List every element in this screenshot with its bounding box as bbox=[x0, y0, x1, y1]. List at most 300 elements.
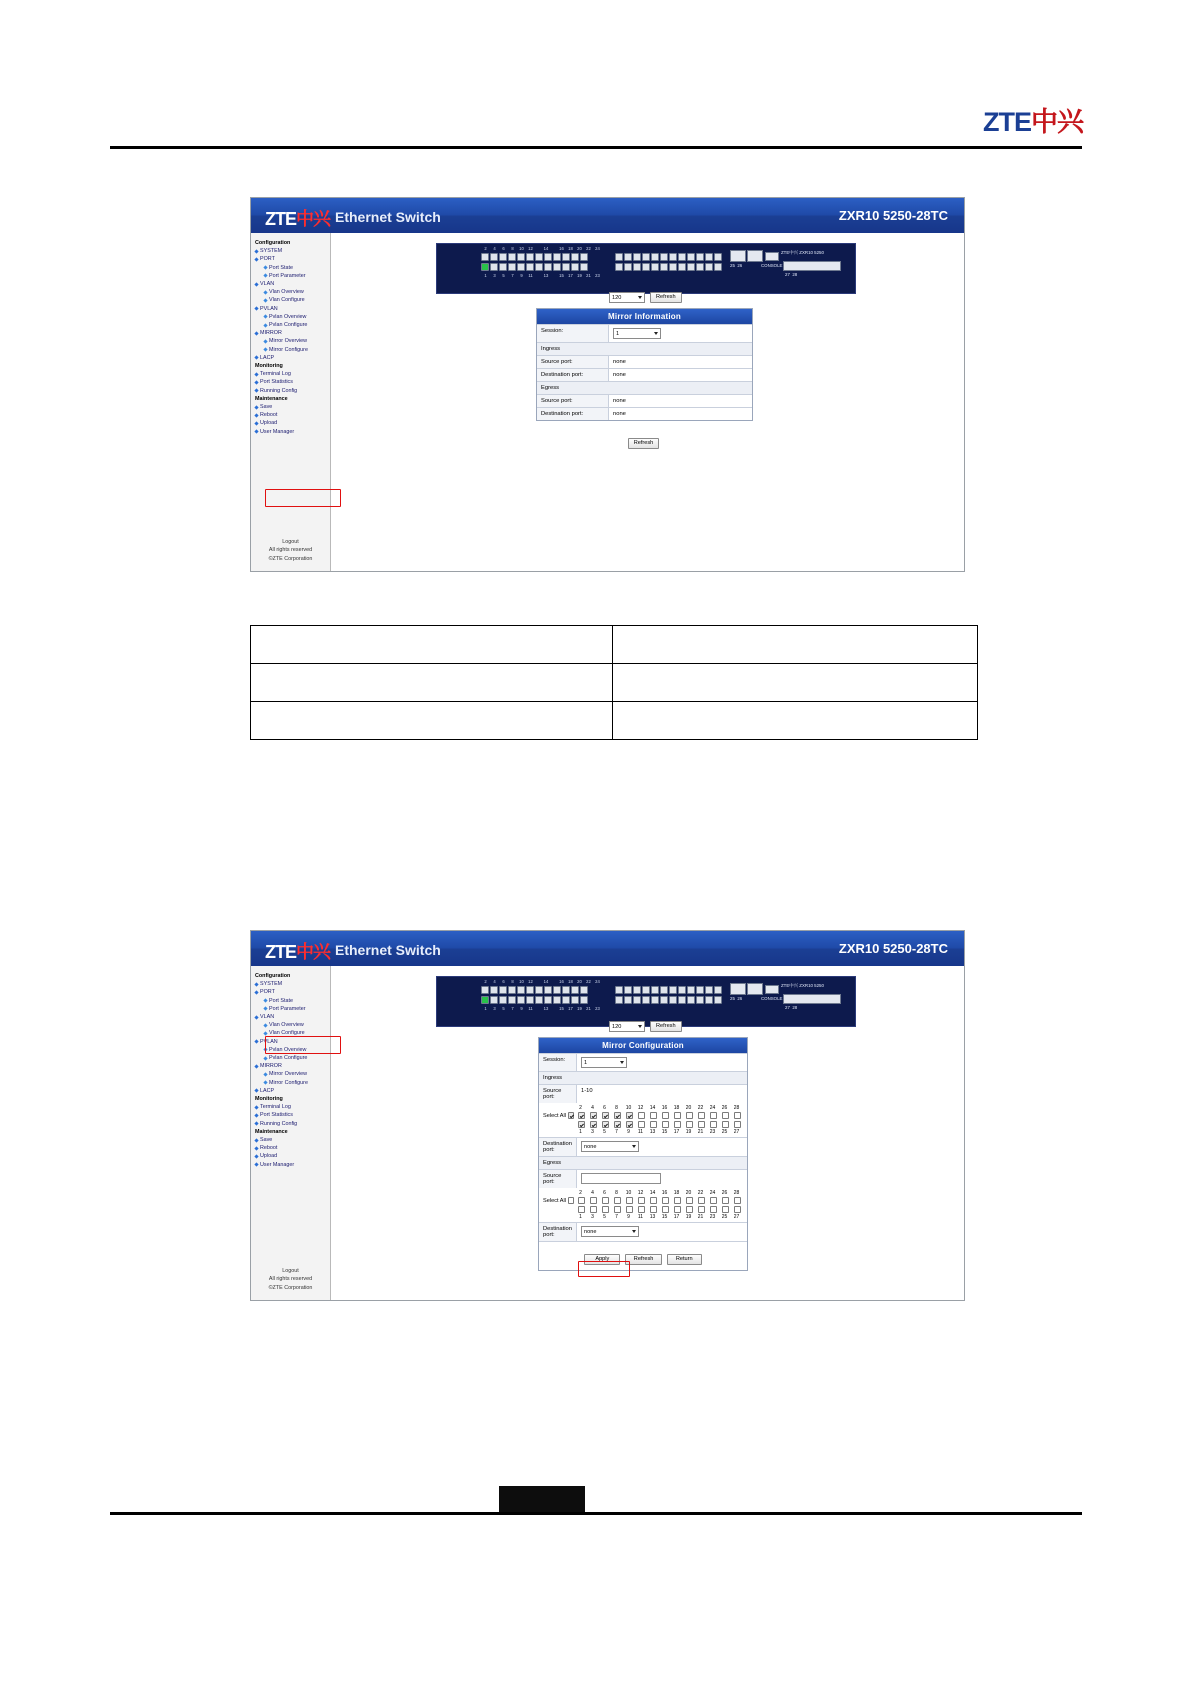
device-port bbox=[714, 996, 722, 1004]
sidebar-item-port-state[interactable]: Port State bbox=[255, 997, 330, 1005]
sidebar-item-port-parameter[interactable]: Port Parameter bbox=[255, 1005, 330, 1013]
port-checkbox[interactable] bbox=[734, 1121, 741, 1128]
sidebar-item-pvlan-configure[interactable]: Pvlan Configure bbox=[255, 1054, 330, 1062]
sidebar-item-terminal-log[interactable]: Terminal Log bbox=[255, 370, 330, 378]
sidebar-item-pvlan[interactable]: PVLAN bbox=[255, 1038, 330, 1046]
port-checkbox[interactable] bbox=[614, 1121, 621, 1128]
bullet-icon bbox=[254, 1089, 258, 1093]
device-port bbox=[660, 996, 668, 1004]
sidebar-item-pvlan-configure[interactable]: Pvlan Configure bbox=[255, 321, 330, 329]
sidebar-item-port[interactable]: PORT bbox=[255, 255, 330, 263]
device-port-active bbox=[481, 263, 489, 271]
sidebar-item-save[interactable]: Save bbox=[255, 403, 330, 411]
ingress-odd-row[interactable] bbox=[543, 1120, 743, 1129]
ingress-select-all-row[interactable] bbox=[543, 1111, 743, 1120]
config-footer-buttons bbox=[539, 1241, 747, 1270]
device-port bbox=[642, 986, 650, 994]
port-checkbox[interactable] bbox=[674, 1112, 681, 1119]
sidebar-item-mirror[interactable]: MIRROR bbox=[255, 329, 330, 337]
device-port bbox=[517, 253, 525, 261]
banner-title-2: Ethernet Switch bbox=[335, 942, 441, 958]
sidebar-item-system[interactable]: SYSTEM bbox=[255, 247, 330, 255]
device-indicator-strip bbox=[783, 994, 841, 1004]
device-port bbox=[562, 986, 570, 994]
sidebar-item-reboot[interactable]: Reboot bbox=[255, 411, 330, 419]
session-row bbox=[537, 324, 752, 342]
device-port bbox=[678, 996, 686, 1004]
port-checkbox[interactable] bbox=[638, 1197, 645, 1204]
page-number-box bbox=[499, 1486, 585, 1512]
sidebar-item-mirror-overview[interactable]: Mirror Overview bbox=[255, 337, 330, 345]
sidebar-group-maintenance: Maintenance bbox=[255, 1128, 288, 1135]
device-top-port-numbers-2: 2 4 6 8 10 12 14 16 18 20 22 24 bbox=[484, 979, 600, 984]
device-port bbox=[580, 263, 588, 271]
device-port bbox=[714, 263, 722, 271]
logout-link[interactable]: Logout bbox=[282, 1267, 299, 1274]
device-port bbox=[508, 253, 516, 261]
device-port bbox=[499, 996, 507, 1004]
ingress-section-label: Ingress bbox=[537, 342, 752, 355]
sidebar-item-mirror-configure[interactable]: Mirror Configure bbox=[255, 346, 330, 354]
port-checkbox[interactable] bbox=[590, 1206, 597, 1213]
port-checkbox[interactable] bbox=[674, 1197, 681, 1204]
device-port bbox=[517, 263, 525, 271]
egress-source-value: none bbox=[609, 395, 752, 407]
egress-source-row bbox=[537, 394, 752, 407]
port-checkbox[interactable] bbox=[710, 1112, 717, 1119]
egress-section-label: Egress bbox=[537, 381, 752, 394]
device-front-panel bbox=[436, 243, 856, 294]
device-uplink-bottom-numbers: 27 28 bbox=[785, 272, 798, 277]
device-port bbox=[553, 253, 561, 261]
refresh-interval-select-2[interactable] bbox=[609, 1021, 645, 1032]
port-checkbox[interactable] bbox=[638, 1206, 645, 1213]
device-uplink-numbers-2: 25 26 bbox=[730, 996, 743, 1001]
refresh-button[interactable]: Refresh bbox=[628, 438, 660, 449]
session-select[interactable] bbox=[613, 328, 661, 339]
session-value-2: 1 bbox=[584, 1059, 588, 1066]
device-port bbox=[669, 263, 677, 271]
port-checkbox[interactable] bbox=[698, 1121, 705, 1128]
header-rule bbox=[110, 146, 1082, 149]
sidebar-item-mirror-overview[interactable]: Mirror Overview bbox=[255, 1070, 330, 1078]
port-checkbox[interactable] bbox=[686, 1197, 693, 1204]
sidebar-item-pvlan-overview[interactable]: Pvlan Overview bbox=[255, 313, 330, 321]
table-cell bbox=[251, 626, 613, 663]
device-port bbox=[544, 263, 552, 271]
egress-even-checkboxes[interactable] bbox=[576, 1197, 743, 1204]
device-port bbox=[687, 996, 695, 1004]
device-port bbox=[553, 263, 561, 271]
bullet-icon bbox=[263, 998, 267, 1002]
device-port bbox=[526, 996, 534, 1004]
device-port bbox=[526, 263, 534, 271]
ingress-source-label: Source port: bbox=[537, 356, 609, 368]
mirror-information-panel bbox=[536, 308, 753, 421]
mirror-configuration-panel bbox=[538, 1037, 748, 1271]
sidebar-item-upload[interactable]: Upload bbox=[255, 1152, 330, 1160]
sidebar-item-user-manager[interactable]: User Manager bbox=[255, 1161, 330, 1169]
banner-model-2: ZXR10 5250-28TC bbox=[838, 941, 948, 956]
ingress-source-row-2 bbox=[539, 1084, 747, 1103]
device-port bbox=[580, 986, 588, 994]
sidebar-item-vlan[interactable]: VLAN bbox=[255, 1013, 330, 1021]
logout-link[interactable]: Logout bbox=[282, 538, 299, 545]
sidebar-group-configuration: Configuration bbox=[255, 240, 291, 246]
ingress-odd-numbers: 1 3 5 7 9 11 13 15 17 19 21 23 25 27 bbox=[579, 1129, 740, 1135]
port-checkbox[interactable] bbox=[602, 1112, 609, 1119]
device-port bbox=[624, 986, 632, 994]
device-console-port bbox=[765, 985, 779, 994]
egress-source-label-2: Source port: bbox=[539, 1170, 577, 1188]
bullet-icon bbox=[263, 1056, 267, 1060]
device-port bbox=[633, 253, 641, 261]
port-checkbox[interactable] bbox=[602, 1197, 609, 1204]
ingress-dest-row bbox=[537, 368, 752, 381]
sidebar-item-lacp[interactable]: LACP bbox=[255, 1087, 330, 1095]
port-checkbox[interactable] bbox=[602, 1206, 609, 1213]
egress-dest-label: Destination port: bbox=[537, 408, 609, 420]
port-checkbox[interactable] bbox=[662, 1197, 669, 1204]
ingress-dest-value-2: none bbox=[584, 1143, 597, 1150]
sidebar-item-vlan-overview[interactable]: Vlan Overview bbox=[255, 288, 330, 296]
sidebar-item-vlan[interactable]: VLAN bbox=[255, 280, 330, 288]
bullet-icon bbox=[254, 1163, 258, 1167]
egress-dest-select[interactable] bbox=[581, 1226, 639, 1237]
panel-footer-buttons bbox=[536, 426, 751, 454]
sidebar-item-port-statistics[interactable]: Port Statistics bbox=[255, 378, 330, 386]
device-port bbox=[651, 996, 659, 1004]
port-checkbox[interactable] bbox=[614, 1206, 621, 1213]
device-console-label: CONSOLE bbox=[761, 263, 783, 268]
bullet-icon bbox=[263, 339, 267, 343]
sidebar-item-port-state[interactable]: Port State bbox=[255, 264, 330, 272]
device-port bbox=[651, 986, 659, 994]
return-button[interactable]: Return bbox=[667, 1254, 702, 1265]
egress-select-all-row[interactable] bbox=[543, 1196, 743, 1205]
port-checkbox[interactable] bbox=[734, 1112, 741, 1119]
port-checkbox[interactable] bbox=[602, 1121, 609, 1128]
device-front-panel-2 bbox=[436, 976, 856, 1027]
port-checkbox[interactable] bbox=[578, 1121, 585, 1128]
port-checkbox[interactable] bbox=[698, 1206, 705, 1213]
port-checkbox[interactable] bbox=[614, 1197, 621, 1204]
device-bottom-port-numbers-2: 1 3 5 7 9 11 13 15 17 19 21 23 bbox=[484, 1006, 600, 1011]
port-checkbox[interactable] bbox=[650, 1112, 657, 1119]
port-checkbox[interactable] bbox=[698, 1197, 705, 1204]
device-port bbox=[633, 986, 641, 994]
device-port bbox=[481, 986, 489, 994]
device-console-port bbox=[765, 252, 779, 261]
bullet-icon bbox=[254, 372, 258, 376]
ingress-dest-label: Destination port: bbox=[537, 369, 609, 381]
device-port bbox=[544, 986, 552, 994]
device-port bbox=[624, 263, 632, 271]
table-cell bbox=[613, 702, 977, 740]
device-port-row-bottom-a bbox=[481, 263, 588, 271]
port-checkbox[interactable] bbox=[722, 1197, 729, 1204]
device-port bbox=[696, 996, 704, 1004]
port-checkbox[interactable] bbox=[662, 1121, 669, 1128]
session-label-2: Session: bbox=[539, 1054, 577, 1071]
sidebar-item-port-parameter[interactable]: Port Parameter bbox=[255, 272, 330, 280]
device-port bbox=[481, 253, 489, 261]
refresh-toolbar[interactable] bbox=[609, 292, 682, 303]
device-port bbox=[669, 253, 677, 261]
device-port bbox=[615, 986, 623, 994]
device-port bbox=[696, 986, 704, 994]
table-cell bbox=[251, 664, 613, 701]
ingress-source-value: none bbox=[609, 356, 752, 368]
banner-logo bbox=[265, 205, 330, 231]
sidebar-item-user-manager[interactable]: User Manager bbox=[255, 428, 330, 436]
port-checkbox[interactable] bbox=[722, 1121, 729, 1128]
device-port bbox=[508, 996, 516, 1004]
bullet-icon bbox=[254, 421, 258, 425]
device-port bbox=[660, 263, 668, 271]
port-checkbox[interactable] bbox=[590, 1121, 597, 1128]
bullet-icon bbox=[263, 274, 267, 278]
device-port bbox=[499, 253, 507, 261]
ingress-source-label-2: Source port: bbox=[539, 1085, 577, 1103]
device-port bbox=[535, 986, 543, 994]
egress-odd-row[interactable] bbox=[543, 1205, 743, 1214]
bullet-icon bbox=[263, 323, 267, 327]
ingress-dest-label-2: Destination port: bbox=[539, 1138, 577, 1156]
device-port bbox=[544, 253, 552, 261]
table-cell bbox=[251, 702, 613, 740]
bullet-icon bbox=[254, 282, 258, 286]
device-port bbox=[535, 996, 543, 1004]
chevron-down-icon bbox=[632, 1230, 636, 1233]
ingress-odd-checkboxes[interactable] bbox=[576, 1121, 743, 1128]
device-port bbox=[678, 253, 686, 261]
bullet-icon bbox=[263, 315, 267, 319]
device-port bbox=[580, 253, 588, 261]
device-port bbox=[490, 263, 498, 271]
rights-text: All rights reserved bbox=[268, 547, 313, 553]
device-port bbox=[553, 996, 561, 1004]
bullet-icon bbox=[254, 405, 258, 409]
bullet-icon bbox=[254, 430, 258, 434]
banner-logo-cn-2: 中兴 bbox=[296, 942, 330, 962]
device-port bbox=[633, 263, 641, 271]
copyright-text: ©ZTE Corporation bbox=[268, 555, 313, 562]
device-port-row-top-b bbox=[615, 253, 722, 261]
refresh-interval-select[interactable] bbox=[609, 292, 645, 303]
port-checkbox[interactable] bbox=[674, 1206, 681, 1213]
device-port bbox=[651, 263, 659, 271]
port-checkbox[interactable] bbox=[686, 1121, 693, 1128]
bullet-icon bbox=[263, 1031, 267, 1035]
sidebar-item-running-config[interactable]: Running Config bbox=[255, 1120, 330, 1128]
bullet-icon bbox=[254, 1015, 258, 1019]
parameter-table bbox=[250, 625, 978, 740]
refresh-button-top-2[interactable]: Refresh bbox=[650, 1021, 682, 1032]
port-checkbox[interactable] bbox=[686, 1112, 693, 1119]
egress-dest-value-2: none bbox=[584, 1228, 597, 1235]
port-checkbox[interactable] bbox=[722, 1206, 729, 1213]
device-port bbox=[633, 996, 641, 1004]
panel-title: Mirror Information bbox=[537, 309, 752, 324]
port-checkbox[interactable] bbox=[722, 1112, 729, 1119]
panel-title-2: Mirror Configuration bbox=[539, 1038, 747, 1053]
sidebar-item-upload[interactable]: Upload bbox=[255, 419, 330, 427]
port-checkbox[interactable] bbox=[734, 1197, 741, 1204]
port-checkbox[interactable] bbox=[686, 1206, 693, 1213]
port-checkbox[interactable] bbox=[710, 1121, 717, 1128]
port-checkbox[interactable] bbox=[626, 1197, 633, 1204]
sidebar-item-terminal-log[interactable]: Terminal Log bbox=[255, 1103, 330, 1111]
port-checkbox[interactable] bbox=[626, 1121, 633, 1128]
device-port bbox=[535, 253, 543, 261]
ingress-port-grid[interactable] bbox=[539, 1103, 747, 1137]
session-select-2[interactable] bbox=[581, 1057, 627, 1068]
app-banner bbox=[251, 198, 964, 233]
sidebar-group-monitoring: Monitoring bbox=[255, 363, 283, 370]
zte-logo-text: ZTE bbox=[983, 107, 1031, 137]
sidebar-item-reboot[interactable]: Reboot bbox=[255, 1144, 330, 1152]
ingress-dest-select[interactable] bbox=[581, 1141, 639, 1152]
port-checkbox[interactable] bbox=[626, 1112, 633, 1119]
banner-logo-cn: 中兴 bbox=[296, 209, 330, 229]
sidebar-item-pvlan[interactable]: PVLAN bbox=[255, 305, 330, 313]
port-checkbox[interactable] bbox=[650, 1206, 657, 1213]
sidebar-item-vlan-configure[interactable]: Vlan Configure bbox=[255, 1029, 330, 1037]
port-checkbox[interactable] bbox=[710, 1197, 717, 1204]
chevron-down-icon bbox=[620, 1061, 624, 1064]
egress-source-port-input[interactable] bbox=[581, 1173, 661, 1184]
sidebar-item-lacp[interactable]: LACP bbox=[255, 354, 330, 362]
port-checkbox[interactable] bbox=[674, 1121, 681, 1128]
device-port bbox=[571, 263, 579, 271]
port-checkbox[interactable] bbox=[734, 1206, 741, 1213]
port-checkbox[interactable] bbox=[578, 1197, 585, 1204]
device-port bbox=[705, 996, 713, 1004]
bullet-icon bbox=[263, 1081, 267, 1085]
ingress-source-port-input[interactable]: 1-10 bbox=[577, 1085, 747, 1103]
device-port bbox=[499, 263, 507, 271]
app-banner-2 bbox=[251, 931, 964, 966]
port-checkbox[interactable] bbox=[626, 1206, 633, 1213]
egress-section-label-2: Egress bbox=[539, 1156, 747, 1169]
port-checkbox[interactable] bbox=[662, 1112, 669, 1119]
refresh-button-2[interactable]: Refresh bbox=[625, 1254, 663, 1265]
device-port bbox=[562, 253, 570, 261]
bullet-icon bbox=[254, 1122, 258, 1126]
bullet-icon bbox=[263, 265, 267, 269]
sidebar-item-pvlan-overview[interactable]: Pvlan Overview bbox=[255, 1046, 330, 1054]
zte-brand-logo bbox=[983, 100, 1083, 139]
device-port bbox=[660, 986, 668, 994]
ingress-dest-row-2 bbox=[539, 1137, 747, 1156]
sidebar-item-vlan-configure[interactable]: Vlan Configure bbox=[255, 296, 330, 304]
bullet-icon bbox=[263, 1072, 267, 1076]
bullet-icon bbox=[254, 1105, 258, 1109]
port-checkbox[interactable] bbox=[590, 1112, 597, 1119]
bullet-icon bbox=[254, 990, 258, 994]
port-checkbox[interactable] bbox=[638, 1121, 645, 1128]
sidebar-footer bbox=[251, 538, 330, 564]
port-checkbox[interactable] bbox=[590, 1197, 597, 1204]
chevron-down-icon bbox=[638, 1025, 642, 1028]
ingress-source-row bbox=[537, 355, 752, 368]
egress-odd-checkboxes[interactable] bbox=[576, 1206, 743, 1213]
device-sfp-slot bbox=[730, 983, 746, 995]
banner-logo-2 bbox=[265, 938, 330, 964]
sidebar-item-vlan-overview[interactable]: Vlan Overview bbox=[255, 1021, 330, 1029]
sidebar-item-mirror-configure[interactable]: Mirror Configure bbox=[255, 1079, 330, 1087]
port-checkbox[interactable] bbox=[710, 1206, 717, 1213]
bullet-icon bbox=[254, 1113, 258, 1117]
refresh-button-top[interactable]: Refresh bbox=[650, 292, 682, 303]
port-checkbox[interactable] bbox=[638, 1112, 645, 1119]
port-checkbox[interactable] bbox=[578, 1112, 585, 1119]
refresh-interval-value-2: 120 bbox=[612, 1023, 622, 1030]
egress-source-row-2 bbox=[539, 1169, 747, 1188]
sidebar-item-running-config[interactable]: Running Config bbox=[255, 387, 330, 395]
egress-dest-row bbox=[537, 407, 752, 420]
device-port bbox=[490, 996, 498, 1004]
device-port bbox=[562, 996, 570, 1004]
device-port bbox=[669, 986, 677, 994]
bullet-icon bbox=[263, 298, 267, 302]
device-port bbox=[499, 986, 507, 994]
port-checkbox[interactable] bbox=[662, 1206, 669, 1213]
apply-button[interactable]: Apply bbox=[584, 1254, 620, 1265]
bullet-icon bbox=[254, 389, 258, 393]
port-checkbox[interactable] bbox=[650, 1197, 657, 1204]
bullet-icon bbox=[254, 380, 258, 384]
device-port bbox=[490, 986, 498, 994]
device-uplink-bottom-numbers-2: 27 28 bbox=[785, 1005, 798, 1010]
port-checkbox[interactable] bbox=[614, 1112, 621, 1119]
device-port bbox=[624, 253, 632, 261]
sidebar-item-port[interactable]: PORT bbox=[255, 988, 330, 996]
bullet-icon bbox=[254, 307, 258, 311]
device-port bbox=[678, 986, 686, 994]
sidebar-item-mirror[interactable]: MIRROR bbox=[255, 1062, 330, 1070]
bullet-icon bbox=[254, 1146, 258, 1150]
bullet-icon bbox=[254, 331, 258, 335]
sidebar-item-system[interactable]: SYSTEM bbox=[255, 980, 330, 988]
sidebar-item-save[interactable]: Save bbox=[255, 1136, 330, 1144]
sidebar-nav[interactable] bbox=[251, 233, 331, 571]
device-port-active bbox=[481, 996, 489, 1004]
sidebar-item-port-statistics[interactable]: Port Statistics bbox=[255, 1111, 330, 1119]
port-checkbox[interactable] bbox=[650, 1121, 657, 1128]
device-port bbox=[535, 263, 543, 271]
device-port bbox=[562, 263, 570, 271]
ingress-select-all-checkbox[interactable] bbox=[568, 1112, 574, 1119]
sidebar-nav-2[interactable] bbox=[251, 966, 331, 1300]
device-port bbox=[687, 986, 695, 994]
table-cell bbox=[613, 626, 977, 663]
ingress-even-checkboxes[interactable] bbox=[576, 1112, 743, 1119]
banner-title: Ethernet Switch bbox=[335, 209, 441, 225]
egress-select-all-checkbox[interactable] bbox=[568, 1197, 574, 1204]
port-checkbox[interactable] bbox=[698, 1112, 705, 1119]
refresh-toolbar-2[interactable] bbox=[609, 1021, 682, 1032]
copyright-text: ©ZTE Corporation bbox=[268, 1284, 313, 1291]
table-cell bbox=[613, 664, 977, 701]
egress-port-grid[interactable] bbox=[539, 1188, 747, 1222]
port-checkbox[interactable] bbox=[578, 1206, 585, 1213]
screenshot-mirror-information bbox=[250, 197, 965, 572]
bullet-icon bbox=[263, 1048, 267, 1052]
device-port bbox=[571, 986, 579, 994]
sidebar-footer-2 bbox=[251, 1267, 330, 1293]
